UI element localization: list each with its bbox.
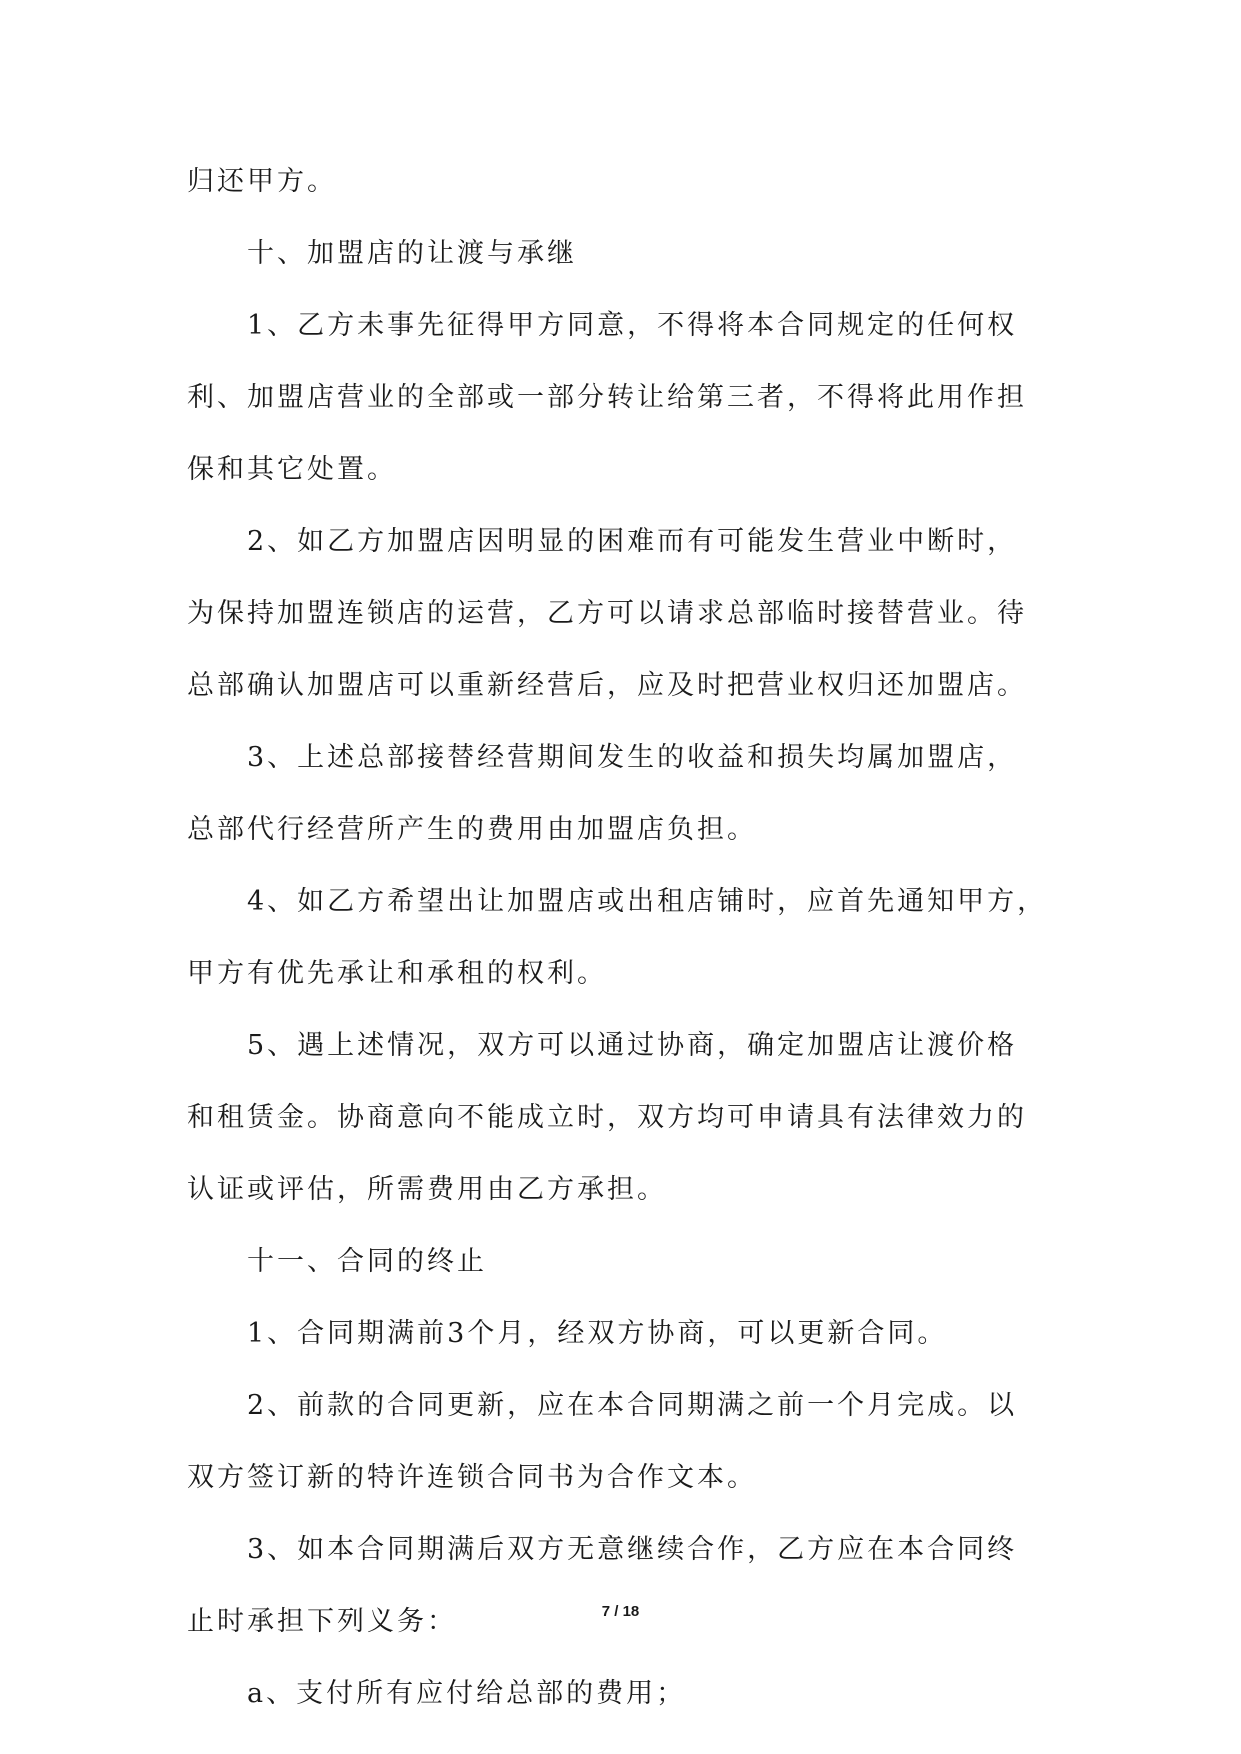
section-heading: 十、加盟店的让渡与承继 <box>247 238 577 269</box>
paragraph-line: 3、如本合同期满后双方无意继续合作，乙方应在本合同终 <box>247 1534 1018 1565</box>
paragraph-line: 总部确认加盟店可以重新经营后，应及时把营业权归还加盟店。 <box>187 670 1027 701</box>
paragraph-line: 双方签订新的特许连锁合同书为合作文本。 <box>187 1462 757 1493</box>
paragraph-line: 为保持加盟连锁店的运营，乙方可以请求总部临时接替营业。待 <box>187 598 1027 629</box>
paragraph-line: 2、前款的合同更新，应在本合同期满之前一个月完成。以 <box>247 1390 1018 1421</box>
paragraph-line: 和租赁金。协商意向不能成立时，双方均可申请具有法律效力的 <box>187 1102 1027 1133</box>
paragraph-line: 归还甲方。 <box>187 166 337 197</box>
paragraph-line: 1、乙方未事先征得甲方同意，不得将本合同规定的任何权 <box>247 310 1018 341</box>
paragraph-line: 认证或评估，所需费用由乙方承担。 <box>187 1174 667 1205</box>
section-heading: 十一、合同的终止 <box>247 1246 487 1277</box>
paragraph-line: 保和其它处置。 <box>187 454 397 485</box>
page-number: 7 / 18 <box>601 1603 640 1620</box>
paragraph-line: 甲方有优先承让和承租的权利。 <box>187 958 607 989</box>
paragraph-line: 2、如乙方加盟店因明显的困难而有可能发生营业中断时， <box>247 526 1018 557</box>
paragraph-line: 4、如乙方希望出让加盟店或出租店铺时，应首先通知甲方， <box>247 886 1048 917</box>
paragraph-line: 1、合同期满前3个月，经双方协商，可以更新合同。 <box>247 1318 948 1349</box>
document-body <box>187 152 1067 1724</box>
paragraph-line: 止时承担下列义务： <box>187 1606 457 1637</box>
paragraph-line: a、支付所有应付给总部的费用； <box>247 1678 687 1709</box>
paragraph-line: 利、加盟店营业的全部或一部分转让给第三者，不得将此用作担 <box>187 382 1027 413</box>
paragraph-line: 3、上述总部接替经营期间发生的收益和损失均属加盟店， <box>247 742 1018 773</box>
paragraph-line: 总部代行经营所产生的费用由加盟店负担。 <box>187 814 757 845</box>
paragraph-line: 5、遇上述情况，双方可以通过协商，确定加盟店让渡价格 <box>247 1030 1018 1061</box>
